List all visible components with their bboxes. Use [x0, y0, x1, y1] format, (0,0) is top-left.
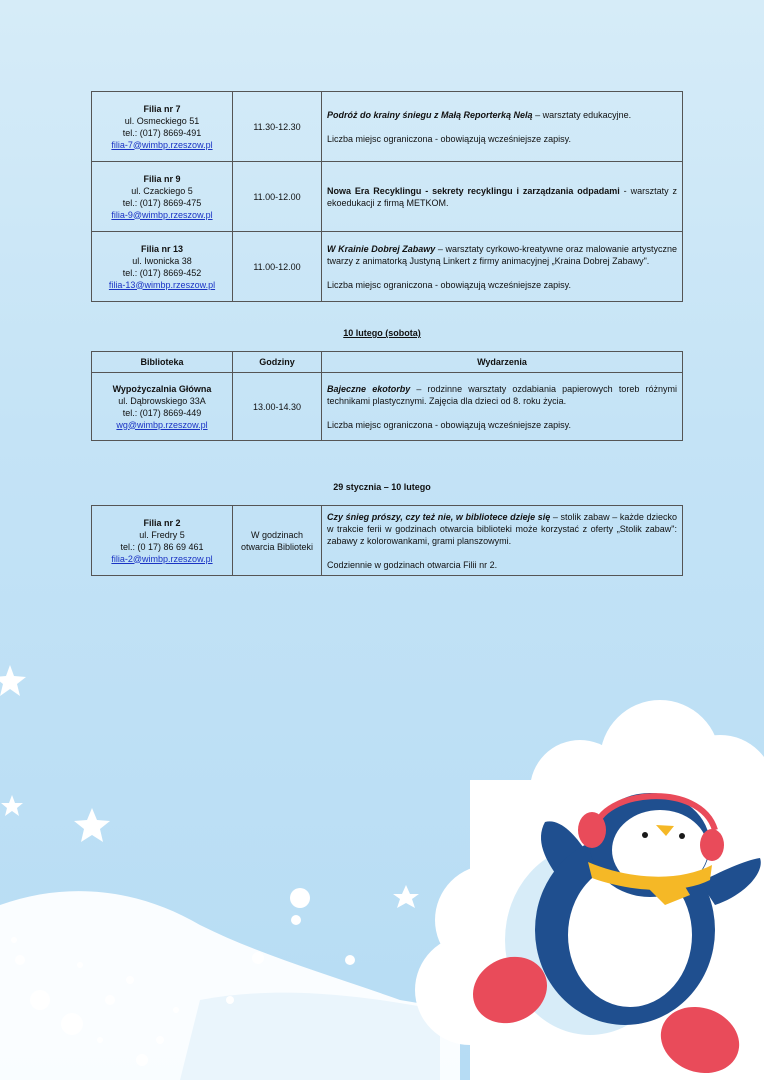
library-address: ul. Osmeckiego 51: [124, 115, 200, 126]
event-title: W Krainie Dobrej Zabawy: [327, 243, 436, 254]
schedule-table-1: [91, 91, 683, 302]
library-name: Filia nr 7: [143, 103, 181, 114]
library-email-link[interactable]: wg@wimbp.rzeszow.pl: [116, 419, 208, 430]
library-address: ul. Iwonicka 38: [132, 255, 192, 266]
column-header-hours: Godziny: [233, 352, 322, 373]
event-title: Bajeczne ekotorby: [327, 383, 411, 394]
event-cell: [322, 162, 683, 232]
event-cell: [322, 232, 683, 302]
library-phone: tel.: (017) 8669-449: [122, 407, 202, 418]
event-note: Codziennie w godzinach otwarcia Filii nr 2.: [327, 559, 498, 570]
library-email-link[interactable]: filia-13@wimbp.rzeszow.pl: [108, 279, 216, 290]
library-cell: [92, 92, 233, 162]
table-row: [92, 373, 683, 441]
schedule-table-2: [91, 351, 683, 441]
event-description: – stolik zabaw – każde dziecko w trakcie ferii w godzinach otwarcia biblioteki może korzystać z oferty „Stolik zabaw": zabawy z kolorowankami, grami planszowymi.: [327, 511, 677, 546]
event-title: Nowa Era Recyklingu - sekrety recyklingu i zarządzania odpadami: [327, 185, 620, 196]
event-title: Czy śnieg prószy, czy też nie, w bibliotece dzieje się: [327, 511, 551, 522]
event-cell: [322, 373, 683, 441]
hours-cell: 13.00-14.30: [233, 373, 322, 441]
event-cell: [322, 506, 683, 576]
library-phone: tel.: (017) 8669-491: [122, 127, 202, 138]
snowflake-star-icon: [0, 665, 419, 908]
library-name: Wypożyczalnia Główna: [112, 383, 212, 394]
date-range-heading: [0, 482, 764, 492]
library-name: Filia nr 13: [140, 243, 184, 254]
event-cell: [322, 92, 683, 162]
event-title: Podróż do krainy śniegu z Małą Reporterką Nelą: [327, 109, 533, 120]
column-header-events: Wydarzenia: [322, 352, 683, 373]
event-description: - warsztaty z ekoedukacji z firmą METKOM.: [327, 185, 677, 208]
library-email-link[interactable]: filia-9@wimbp.rzeszow.pl: [111, 209, 213, 220]
table-row: [92, 232, 683, 302]
hours-cell: 11.30-12.30: [233, 92, 322, 162]
event-description: – warsztaty cyrkowo-kreatywne oraz malowanie artystyczne twarzy z animatorką Justyną Linkert z firmy animacyjnej „Kraina Dobrej Zabawy".: [327, 243, 677, 266]
column-header-library: Biblioteka: [92, 352, 233, 373]
library-address: ul. Fredry 5: [139, 529, 185, 540]
library-cell: [92, 162, 233, 232]
hours-cell: W godzinach otwarcia Biblioteki: [233, 506, 322, 576]
library-cell: [92, 373, 233, 441]
date-range-heading-text: 29 stycznia – 10 lutego: [333, 482, 431, 492]
hours-cell: 11.00-12.00: [233, 162, 322, 232]
day-heading: [0, 328, 764, 338]
library-cell: [92, 232, 233, 302]
event-description: – warsztaty edukacyjne.: [532, 109, 632, 120]
library-name: Filia nr 2: [143, 517, 181, 528]
library-name: Filia nr 9: [143, 173, 181, 184]
table-row: [92, 506, 683, 576]
table-row: [92, 162, 683, 232]
library-phone: tel.: (017) 8669-475: [122, 197, 202, 208]
event-note: Liczba miejsc ograniczona - obowiązują wcześniejsze zapisy.: [327, 419, 571, 430]
snow-drift: [180, 993, 440, 1080]
library-phone: tel.: (017) 8669-452: [122, 267, 202, 278]
library-email-link[interactable]: filia-7@wimbp.rzeszow.pl: [111, 139, 213, 150]
hours-cell: 11.00-12.00: [233, 232, 322, 302]
event-note: Liczba miejsc ograniczona - obowiązują wcześniejsze zapisy.: [327, 279, 571, 290]
library-email-link[interactable]: filia-2@wimbp.rzeszow.pl: [111, 553, 213, 564]
table-header-row: [92, 352, 683, 373]
event-note: Liczba miejsc ograniczona - obowiązują wcześniejsze zapisy.: [327, 133, 571, 144]
table-row: [92, 92, 683, 162]
day-heading-text: 10 lutego (sobota): [343, 328, 421, 338]
schedule-table-3: [91, 505, 683, 576]
event-description: – rodzinne warsztaty ozdabiania papierowych toreb różnymi technikami plastycznymi. Zajęcia dla dzieci od 8. roku życia.: [327, 383, 678, 406]
library-address: ul. Dąbrowskiego 33A: [118, 395, 206, 406]
library-phone: tel.: (0 17) 86 69 461: [120, 541, 204, 552]
library-address: ul. Czackiego 5: [131, 185, 193, 196]
library-cell: [92, 506, 233, 576]
